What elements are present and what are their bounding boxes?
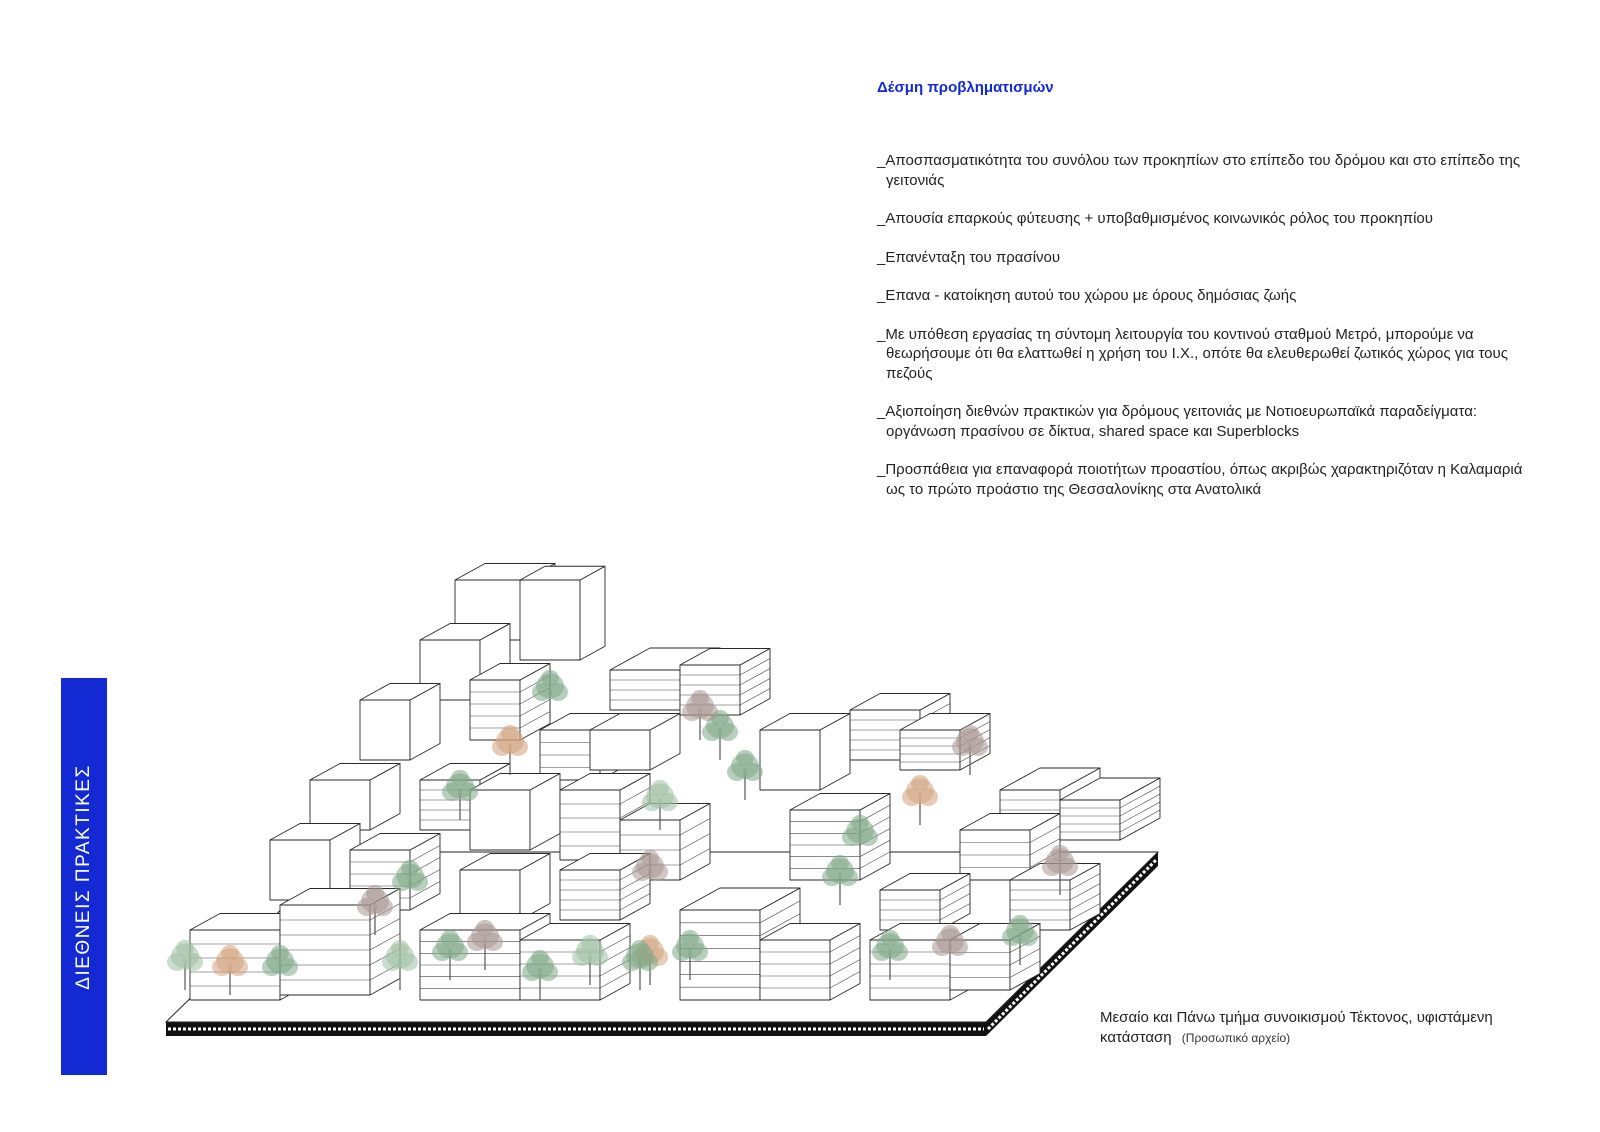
caption-main: Μεσαίο και Πάνω τμήμα συνοικισμού Τέκτονος, υφιστάμενη κατάσταση [1100,1009,1493,1046]
issue-item: _Με υπόθεση εργασίας τη σύντομη λειτουργία του κοντινού σταθμού Μετρό, μπορούμε να θεωρήσουμε ότι θα ελαττωθεί η χρήση του Ι.Χ., οπότε θα ελευθερωθεί ζωτικός χώρος για τους πεζούς [877,325,1508,382]
side-tab-label: ΔΙΕΘΝΕΙΣ ΠΡΑΚΤΙΚΕΣ [73,763,94,990]
issue-item: _Επανένταξη του πρασίνου [877,248,1061,266]
tree-icon [902,775,938,825]
building [520,566,605,660]
building [310,764,400,831]
building [760,924,860,1001]
building [460,854,550,921]
section-heading: Δέσμη προβληματισμών [877,79,1054,96]
building [360,684,440,761]
tree-icon [727,750,763,800]
building [760,714,850,791]
issue-item: _Επανα - κατοίκηση αυτού του χώρου με όρους δημόσιας ζωής [877,287,1297,304]
issue-item: _Προσπάθεια για επαναφορά ποιοτήτων προαστίου, όπως ακριβώς χαρακτηριζόταν η Καλαμαριά ως το πρώτο προάστιο της Θεσσαλονίκης στα Ανατολικά [877,461,1523,498]
issue-item: _Απουσία επαρκούς φύτευσης + υποβαθμισμένος κοινωνικός ρόλος του προκηπίου [877,210,1433,227]
issue-item: _Αξιοποίηση διεθνών πρακτικών για δρόμους γειτονιάς με Νοτιοευρωπαϊκά παραδείγματα: οργάνωση πρασίνου σε δίκτυα, shared space και Superblocks [877,403,1478,440]
issue-item: _Αποσπασματικότητα του συνόλου των προκηπίων στο επίπεδο του δρόμου και στο επίπεδο της γειτονιάς [877,152,1521,189]
drawing-caption [1100,1008,1560,1048]
caption-note: (Προσωπικό αρχείο) [1181,1031,1291,1045]
building [470,774,560,851]
